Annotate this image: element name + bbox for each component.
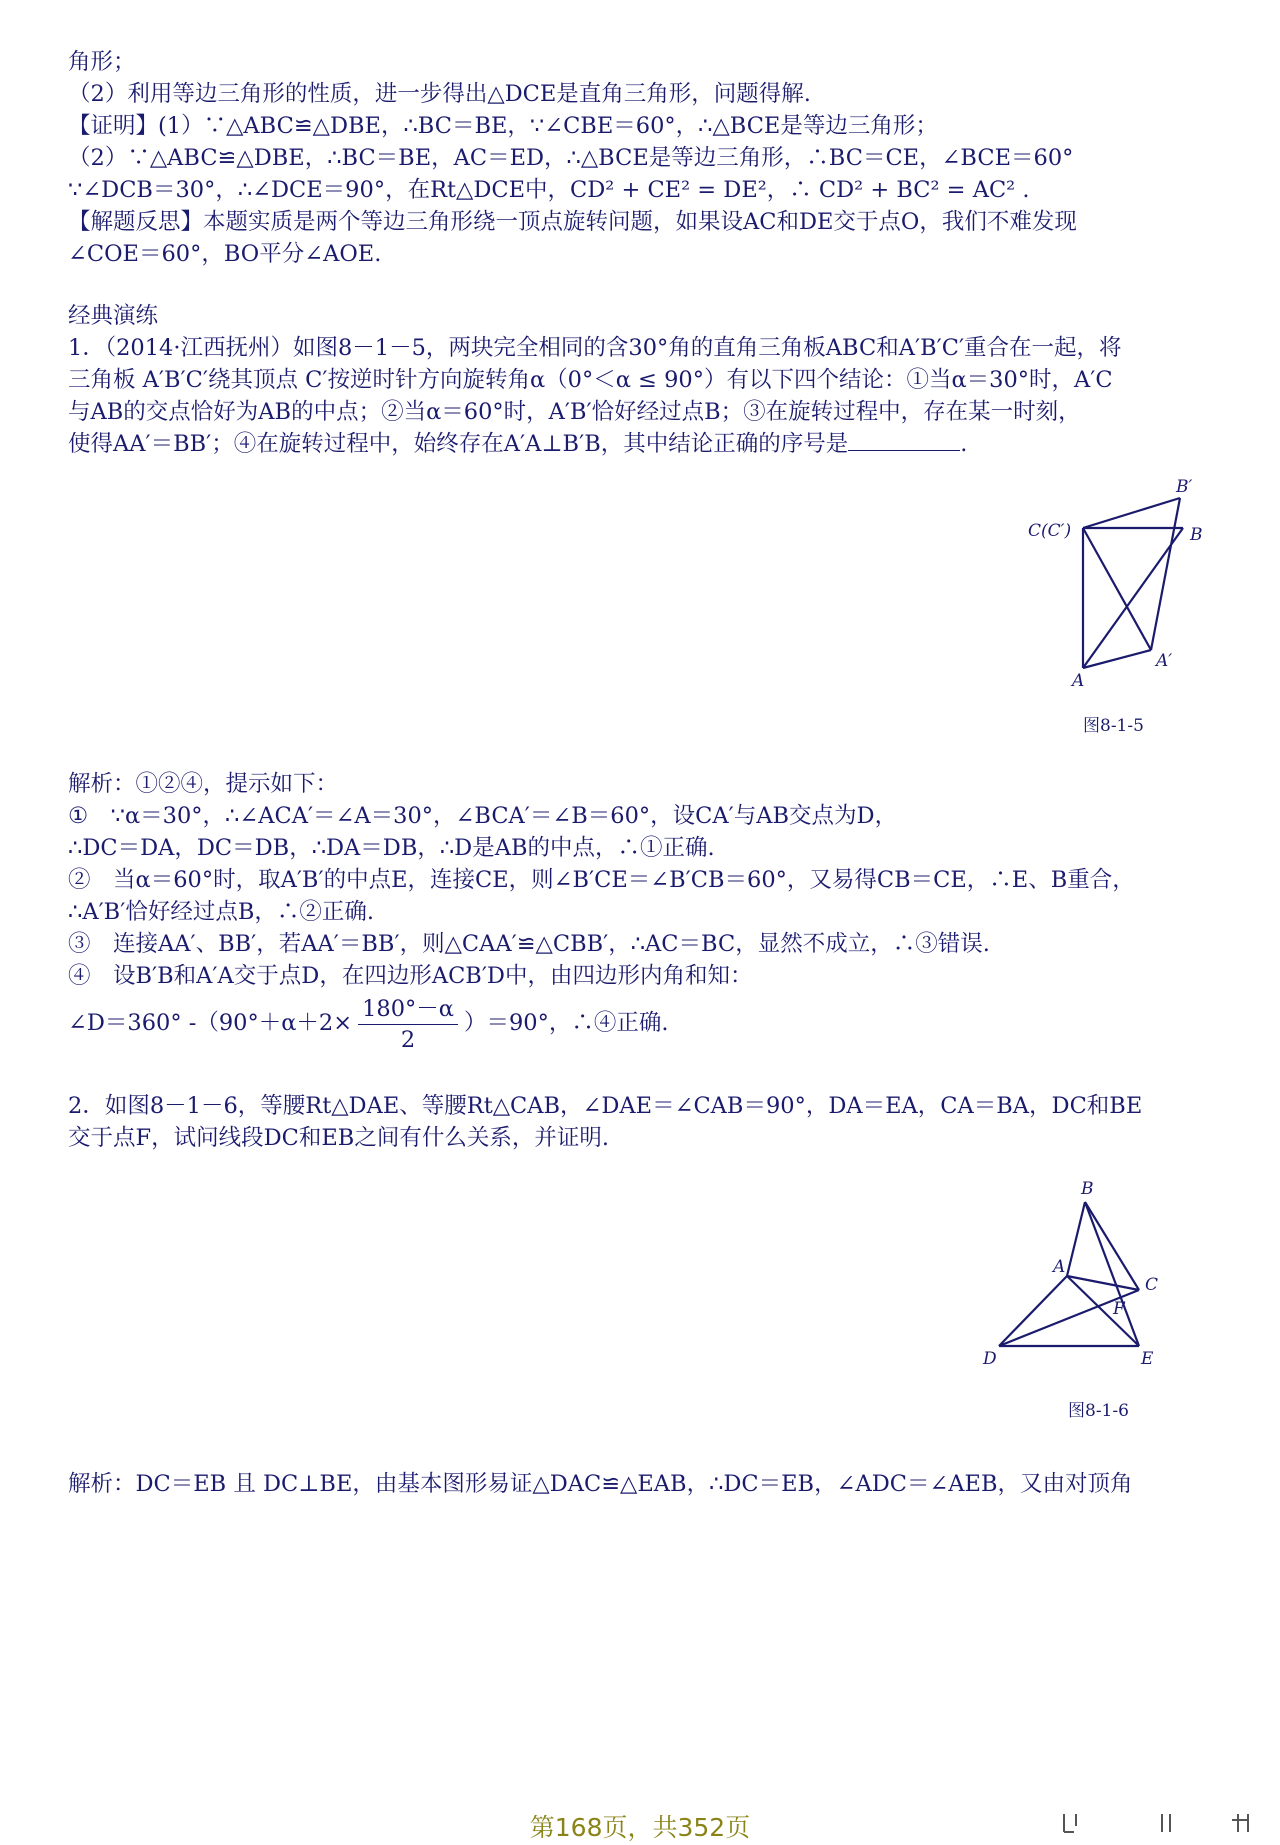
page-indicator: 第168页，共352页 bbox=[529, 1813, 751, 1842]
text-line: ④ 设B′B和A′A交于点D，在四边形ACB′D中，由四边形内角和知： bbox=[68, 963, 753, 989]
label-C: C(C′) bbox=[1028, 521, 1072, 541]
text-line: （2）∵△ABC≌△DBE，∴BC＝BE，AC＝ED，∴△BCE是等边三角形，∴BC＝CE，∠BCE＝60° bbox=[68, 145, 1074, 171]
label-B: B bbox=[1190, 525, 1203, 545]
text-line: 2．如图8－1－6，等腰Rt△DAE、等腰Rt△CAB，∠DAE＝∠CAB＝90°，DA＝EA，CA＝BA，DC和BE bbox=[68, 1093, 1143, 1119]
footer-toolbar bbox=[1052, 1808, 1262, 1840]
formula-left: ∠D＝360° -（90°＋α＋2× bbox=[68, 1010, 353, 1036]
label-A: A bbox=[1072, 671, 1085, 691]
label-A: A bbox=[1053, 1257, 1066, 1277]
double-bar-icon bbox=[1162, 1814, 1170, 1832]
text-line: 解析：DC＝EB 且 DC⊥BE，由基本图形易证△DAC≌△EAB，∴DC＝EB，∠ADC＝∠AEB，又由对顶角 bbox=[68, 1471, 1133, 1497]
text-line: ③ 连接AA′、BB′，若AA′＝BB′，则△CAA′≌△CBB′，∴AC＝BC，显然不成立，∴③错误. bbox=[68, 931, 990, 957]
question-end: . bbox=[960, 431, 968, 457]
text-line: ∠COE＝60°，BO平分∠AOE. bbox=[68, 241, 382, 267]
text-line: 三角板 A′B′C′绕其顶点 C′按逆时针方向旋转角α（0°＜α ≤ 90°）有以下四个结论：①当α＝30°时，A′C bbox=[68, 367, 1113, 393]
figure-caption: 图8-1-6 bbox=[1068, 1401, 1129, 1421]
text-line: ② 当α＝60°时，取A′B′的中点E，连接CE，则∠B′CE＝∠B′CB＝60°，又易得CB＝CE，∴E、B重合， bbox=[68, 867, 1135, 893]
edge-Bprime-Aprime bbox=[1151, 498, 1180, 650]
answer-blank bbox=[848, 428, 960, 451]
fraction-denominator: 2 bbox=[400, 1026, 416, 1053]
figure-caption: 图8-1-5 bbox=[1083, 716, 1144, 736]
edge-A-D bbox=[999, 1276, 1067, 1346]
text-line: 与AB的交点恰好为AB的中点；②当α＝60°时，A′B′恰好经过点B；③在旋转过程中，存在某一时刻， bbox=[68, 399, 1081, 425]
edge-C-Bprime bbox=[1083, 498, 1180, 528]
formula-right: ）＝90°，∴④正确. bbox=[463, 1010, 669, 1036]
edge-B-E bbox=[1085, 1202, 1139, 1346]
text-line: ∴A′B′恰好经过点B，∴②正确. bbox=[68, 899, 375, 925]
label-F: F bbox=[1113, 1299, 1125, 1319]
edge-C-Aprime bbox=[1083, 528, 1151, 650]
left-bracket-icon bbox=[1064, 1814, 1076, 1832]
label-B-prime: B′ bbox=[1176, 477, 1193, 497]
text-line: （2）利用等边三角形的性质，进一步得出△DCE是直角三角形，问题得解. bbox=[68, 81, 811, 107]
label-E: E bbox=[1141, 1349, 1154, 1369]
formula-line bbox=[68, 988, 1240, 1058]
edge-B-A bbox=[1083, 528, 1183, 668]
label-A-prime: A′ bbox=[1156, 651, 1173, 671]
figure-8-1-6 bbox=[975, 1170, 1215, 1380]
text-line: ∴DC＝DA，DC＝DB，∴DA＝DB，∴D是AB的中点，∴①正确. bbox=[68, 835, 715, 861]
section-heading: 经典演练 bbox=[68, 303, 159, 329]
label-D: D bbox=[983, 1349, 997, 1369]
edge-A-E bbox=[1067, 1276, 1139, 1346]
fraction-numerator: 180°－α bbox=[358, 994, 458, 1025]
right-bracket-icon bbox=[1232, 1814, 1248, 1832]
question-text: 使得AA′＝BB′；④在旋转过程中，始终存在A′A⊥B′B，其中结论正确的序号是 bbox=[68, 431, 849, 457]
label-C: C bbox=[1145, 1275, 1159, 1295]
edge-B-A bbox=[1067, 1202, 1085, 1276]
text-line bbox=[68, 426, 1240, 462]
label-B: B bbox=[1081, 1179, 1094, 1199]
fraction bbox=[358, 994, 458, 1055]
text-line: 1．（2014·江西抚州）如图8－1－5，两块完全相同的含30°角的直角三角板ABC和A′B′C′重合在一起，将 bbox=[68, 335, 1122, 361]
text-line: ① ∵α＝30°，∴∠ACA′＝∠A＝30°，∠BCA′＝∠B＝60°，设CA′与AB交点为D， bbox=[68, 803, 898, 829]
text-line: 交于点F，试问线段DC和EB之间有什么关系，并证明. bbox=[68, 1125, 609, 1151]
text-line: 【解题反思】本题实质是两个等边三角形绕一顶点旋转问题，如果设AC和DE交于点O，我们不难发现 bbox=[68, 209, 1077, 235]
text-line: 角形； bbox=[68, 49, 136, 75]
figure-8-1-5 bbox=[1010, 470, 1230, 710]
text-line: 【证明】(1）∵△ABC≌△DBE，∴BC＝BE，∵∠CBE＝60°，∴△BCE是等边三角形； bbox=[68, 113, 938, 139]
text-line: ∵∠DCB＝30°，∴∠DCE＝90°，在Rt△DCE中，CD² + CE² = DE²，∴ CD² + BC² = AC² . bbox=[68, 177, 1030, 203]
text-line: 解析：①②④，提示如下： bbox=[68, 771, 339, 797]
